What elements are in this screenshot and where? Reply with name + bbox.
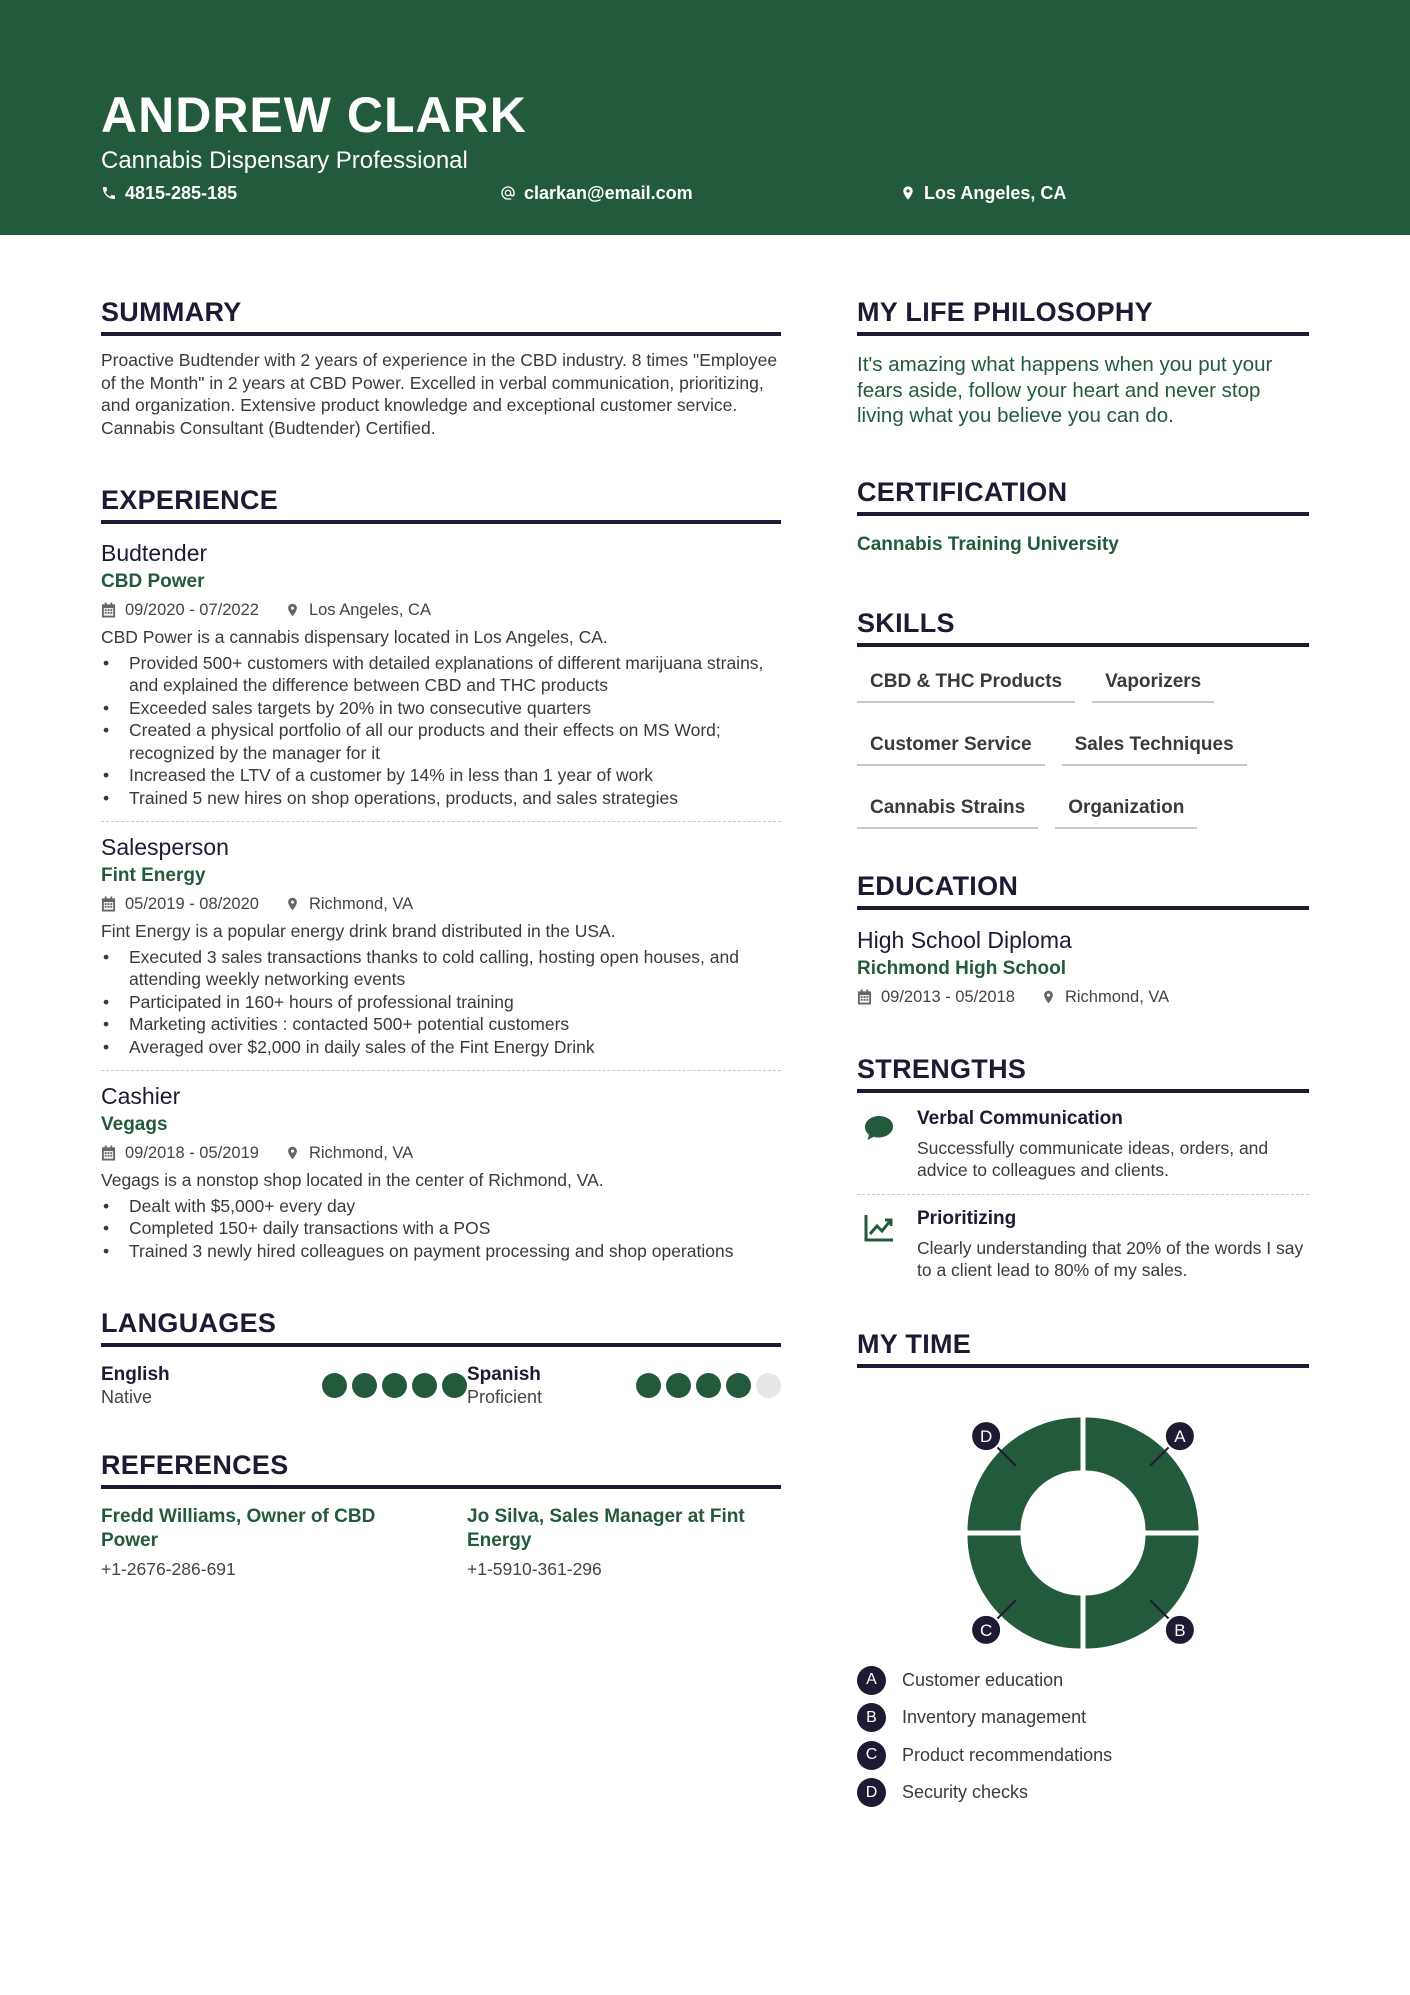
strength-text xyxy=(917,1107,1309,1182)
job-entry xyxy=(101,832,781,1058)
location-pin-icon xyxy=(285,896,300,912)
rating-dot-filled xyxy=(322,1373,347,1398)
section-heading: EXPERIENCE xyxy=(101,483,781,524)
contact-location xyxy=(900,181,1066,205)
achievement-list xyxy=(101,1195,781,1263)
rating-dot-filled xyxy=(696,1373,721,1398)
job-list xyxy=(101,538,781,1262)
left-column xyxy=(101,295,781,1580)
school-name: Richmond High School xyxy=(857,957,1066,979)
job-divider xyxy=(101,821,781,822)
achievement-item: • Trained 3 newly hired colleagues on payment processing and shop operations xyxy=(101,1240,781,1263)
job-dates xyxy=(101,1142,259,1164)
education-meta xyxy=(857,986,1309,1008)
rating-dot-filled xyxy=(442,1373,467,1398)
language-text xyxy=(467,1363,542,1408)
language-level: Native xyxy=(101,1387,153,1407)
section-heading: CERTIFICATION xyxy=(857,475,1309,516)
calendar-icon xyxy=(101,896,116,912)
strength-list xyxy=(857,1107,1309,1282)
time-donut-chart xyxy=(857,1368,1309,1658)
language-name: English xyxy=(101,1364,170,1385)
summary-text: Proactive Budtender with 2 years of experience in the CBD industry. 8 times "Employee of the Month" in 2 years at CBD Power. Excelled in verbal communication, prioritizing, and organization. Extensive product knowledge and exceptional customer service. Cannabis Consultant (Budtender) Certified. xyxy=(101,350,778,438)
strength-item xyxy=(857,1107,1309,1182)
job-description: CBD Power is a cannabis dispensary located in Los Angeles, CA. xyxy=(101,627,608,647)
language-item xyxy=(467,1363,781,1408)
legend-label: Inventory management xyxy=(902,1707,1087,1728)
job-dates xyxy=(101,599,259,621)
rating-dot-filled xyxy=(636,1373,661,1398)
language-list xyxy=(101,1363,781,1408)
legend-key-badge: C xyxy=(857,1741,886,1770)
phone-icon xyxy=(101,185,117,201)
rating-dot-filled xyxy=(666,1373,691,1398)
donut-label-text: C xyxy=(979,1620,993,1640)
reference-name: Jo Silva, Sales Manager at Fint Energy xyxy=(467,1506,745,1551)
reference-item xyxy=(467,1505,781,1580)
strength-description: Successfully communicate ideas, orders, and advice to colleagues and clients. xyxy=(917,1137,1269,1180)
location-pin-icon xyxy=(285,602,300,618)
skill-tag: Organization xyxy=(1055,789,1197,829)
job-meta xyxy=(101,599,781,621)
job-entry xyxy=(101,538,781,809)
location-text: Los Angeles, CA xyxy=(308,601,431,619)
skill-tag: CBD & THC Products xyxy=(857,663,1075,703)
calendar-icon xyxy=(101,602,116,618)
strength-name: Verbal Communication xyxy=(917,1107,1123,1129)
legend-label: Product recommendations xyxy=(902,1744,1113,1765)
job-meta xyxy=(101,893,781,915)
achievement-list xyxy=(101,652,781,810)
job-meta xyxy=(101,1142,781,1164)
company-name: Vegags xyxy=(101,1114,168,1135)
language-name: Spanish xyxy=(467,1364,541,1385)
section-heading: REFERENCES xyxy=(101,1448,781,1489)
strength-icon xyxy=(857,1107,917,1182)
language-rating xyxy=(322,1373,467,1398)
strength-icon xyxy=(857,1207,917,1282)
achievement-item: • Created a physical portfolio of all our products and their effects on MS Word; recognized by the manager for it xyxy=(101,719,781,764)
certification-name: Cannabis Training University xyxy=(857,533,1119,555)
job-location xyxy=(285,1142,413,1164)
skill-tag: Customer Service xyxy=(857,726,1045,766)
philosophy-section xyxy=(857,295,1309,429)
legend-key-badge: D xyxy=(857,1778,886,1807)
section-heading: LANGUAGES xyxy=(101,1306,781,1347)
rating-dot-empty xyxy=(756,1373,781,1398)
job-entry xyxy=(101,1081,781,1262)
job-description: Vegags is a nonstop shop located in the center of Richmond, VA. xyxy=(101,1170,604,1190)
strength-name: Prioritizing xyxy=(917,1207,1017,1229)
donut-label-text: D xyxy=(979,1426,993,1446)
right-column xyxy=(857,295,1309,1812)
strength-divider xyxy=(857,1194,1309,1195)
summary-section xyxy=(101,295,781,439)
contact-email xyxy=(500,181,693,205)
language-text xyxy=(101,1363,170,1408)
achievement-item: • Marketing activities : contacted 500+ potential customers xyxy=(101,1013,781,1036)
date-range: 09/2018 - 05/2019 xyxy=(125,1144,259,1162)
section-heading: STRENGTHS xyxy=(857,1052,1309,1093)
legend-item xyxy=(857,1662,1309,1700)
job-location xyxy=(285,893,413,915)
location-text: Richmond, VA xyxy=(1064,987,1170,1006)
legend-item xyxy=(857,1699,1309,1737)
section-heading: MY TIME xyxy=(857,1327,1309,1368)
at-sign-icon xyxy=(500,185,516,201)
education-dates xyxy=(857,986,1015,1008)
date-range: 05/2019 - 08/2020 xyxy=(125,895,259,913)
date-range: 09/2013 - 05/2018 xyxy=(881,987,1015,1006)
my-time-section xyxy=(857,1327,1309,1812)
phone-number: 4815-285-185 xyxy=(125,183,238,203)
language-rating xyxy=(636,1373,781,1398)
job-title: Salesperson xyxy=(101,834,229,860)
location-pin-icon xyxy=(1041,989,1056,1005)
achievement-item: • Executed 3 sales transactions thanks to cold calling, hosting open houses, and attending weekly networking events xyxy=(101,946,781,991)
experience-section xyxy=(101,483,781,1262)
skill-tag: Sales Techniques xyxy=(1062,726,1247,766)
reference-name: Fredd Williams, Owner of CBD Power xyxy=(101,1506,376,1551)
skill-list xyxy=(857,663,1309,829)
skill-tag: Vaporizers xyxy=(1092,663,1214,703)
achievement-item: • Increased the LTV of a customer by 14% in less than 1 year of work xyxy=(101,764,781,787)
rating-dot-filled xyxy=(352,1373,377,1398)
company-name: CBD Power xyxy=(101,571,205,592)
section-heading: MY LIFE PHILOSOPHY xyxy=(857,295,1309,336)
date-range: 09/2020 - 07/2022 xyxy=(125,601,259,619)
degree-title: High School Diploma xyxy=(857,926,1072,953)
job-description: Fint Energy is a popular energy drink brand distributed in the USA. xyxy=(101,921,616,941)
strength-description: Clearly understanding that 20% of the words I say to a client lead to 80% of my sales. xyxy=(917,1237,1304,1280)
skills-section xyxy=(857,606,1309,829)
achievement-item: • Provided 500+ customers with detailed explanations of different marijuana strains, and explained the difference between CBD and THC products xyxy=(101,652,781,697)
contact-phone xyxy=(101,181,237,205)
achievement-list xyxy=(101,946,781,1059)
rating-dot-filled xyxy=(726,1373,751,1398)
legend-label: Customer education xyxy=(902,1669,1064,1690)
strength-text xyxy=(917,1207,1309,1282)
location-text: Richmond, VA xyxy=(308,1144,414,1162)
job-dates xyxy=(101,893,259,915)
resume-header xyxy=(0,0,1410,235)
section-heading: EDUCATION xyxy=(857,869,1309,910)
philosophy-quote: It's amazing what happens when you put your fears aside, follow your heart and never stop living what you believe you can do. xyxy=(857,353,1273,427)
languages-section xyxy=(101,1306,781,1408)
strength-item xyxy=(857,1207,1309,1282)
job-title: Budtender xyxy=(101,540,208,566)
reference-phone: +1-5910-361-296 xyxy=(467,1559,602,1579)
calendar-icon xyxy=(101,1145,116,1161)
donut-label-text: B xyxy=(1174,1620,1186,1640)
reference-list xyxy=(101,1505,781,1580)
email-address: clarkan@email.com xyxy=(524,183,693,203)
achievement-item: • Participated in 160+ hours of professional training xyxy=(101,991,781,1014)
job-divider xyxy=(101,1070,781,1071)
location-pin-icon xyxy=(900,185,916,201)
candidate-title: Cannabis Dispensary Professional xyxy=(101,147,468,174)
reference-phone: +1-2676-286-691 xyxy=(101,1559,236,1579)
rating-dot-filled xyxy=(412,1373,437,1398)
location-text: Los Angeles, CA xyxy=(924,183,1067,203)
section-heading: SKILLS xyxy=(857,606,1309,647)
candidate-name: ANDREW CLARK xyxy=(101,87,527,143)
time-legend xyxy=(857,1662,1309,1812)
achievement-item: • Averaged over $2,000 in daily sales of the Fint Energy Drink xyxy=(101,1036,781,1059)
education-section xyxy=(857,869,1309,1008)
job-location xyxy=(285,599,431,621)
achievement-item: • Dealt with $5,000+ every day xyxy=(101,1195,781,1218)
language-level: Proficient xyxy=(467,1387,543,1407)
location-pin-icon xyxy=(285,1145,300,1161)
donut-label-text: A xyxy=(1174,1426,1186,1446)
skill-tag: Cannabis Strains xyxy=(857,789,1038,829)
trend-chart-icon xyxy=(863,1213,895,1243)
calendar-icon xyxy=(857,989,872,1005)
strengths-section xyxy=(857,1052,1309,1282)
education-location xyxy=(1041,986,1169,1008)
rating-dot-filled xyxy=(382,1373,407,1398)
company-name: Fint Energy xyxy=(101,865,206,886)
job-title: Cashier xyxy=(101,1083,181,1109)
legend-key-badge: A xyxy=(857,1666,886,1695)
speech-bubble-icon xyxy=(863,1113,895,1143)
achievement-item: • Trained 5 new hires on shop operations, products, and sales strategies xyxy=(101,787,781,810)
achievement-item: • Exceeded sales targets by 20% in two consecutive quarters xyxy=(101,697,781,720)
legend-key-badge: B xyxy=(857,1703,886,1732)
location-text: Richmond, VA xyxy=(308,895,414,913)
language-item xyxy=(101,1363,467,1408)
legend-label: Security checks xyxy=(902,1782,1029,1803)
section-heading: SUMMARY xyxy=(101,295,781,336)
legend-item xyxy=(857,1774,1309,1812)
certification-section xyxy=(857,475,1309,557)
reference-item xyxy=(101,1505,467,1580)
legend-item xyxy=(857,1737,1309,1775)
achievement-item: • Completed 150+ daily transactions with a POS xyxy=(101,1217,781,1240)
references-section xyxy=(101,1448,781,1580)
